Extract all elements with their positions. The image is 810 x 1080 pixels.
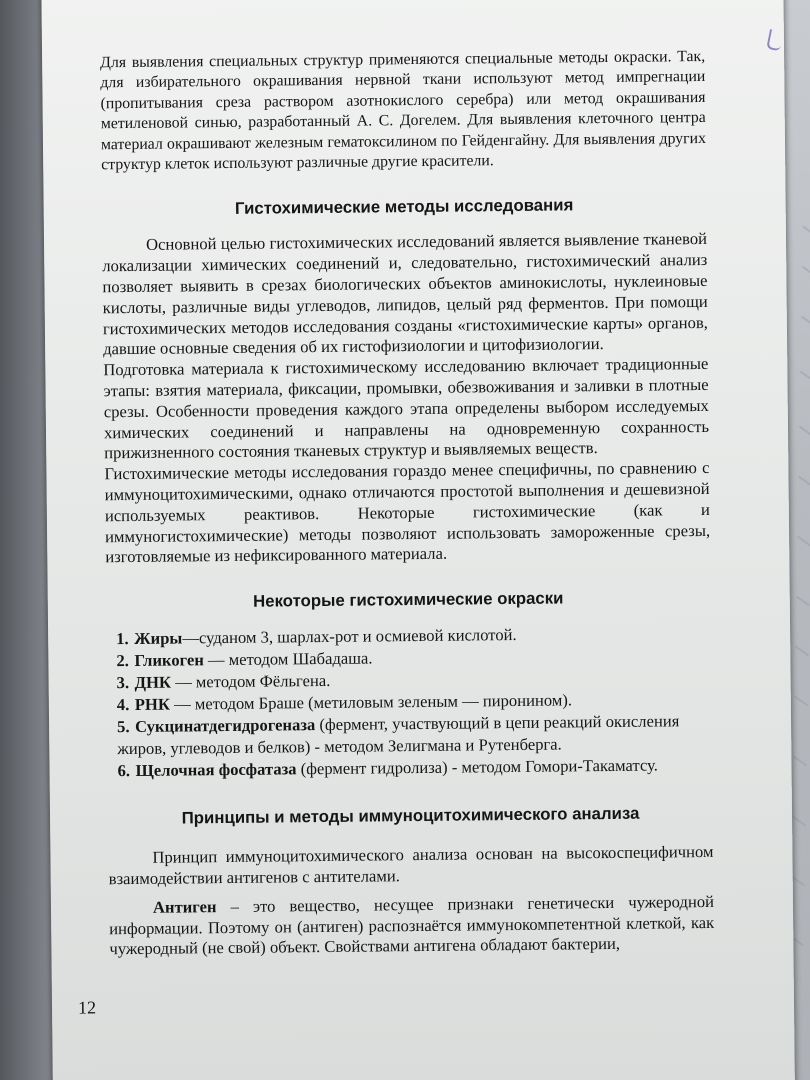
stain-method: —суданом 3, шарлах-рот и осмиевой кислотой. [182,625,517,648]
histochem-paragraph-1: Основной целью гистохимических исследований является выявление тканевой локализации химических соединений и, следовательно, гистохимический анализ позволяет выявить в срезах биологических объектов аминокислоты, нуклеиновые кислоты, различные виды углеводов, липидов, целый ряд ферментов. При помощи гистохимических методов исследования созданы «гистохимические карты» органов, давшие основные сведения об их гистофизиологии и цитофизиологии. [102,229,708,359]
stain-term: ДНК [134,672,172,693]
section-heading-histochemical-stains: Некоторые гистохимические окраски [253,588,564,611]
stain-method: — методом Шабадаша. [203,648,373,670]
list-item: 4. РНК — методом Браше (метиловым зеленым — пиронином). [116,690,573,715]
stain-method: (фермент, участвующий в цепи реакций окисления жиров, углеводов и белков) - методом Зелигмана и Рутенберга. [117,711,680,759]
list-item: 5. Сукцинатдегидрогеназа (фермент, участвующий в цепи реакций окисления жиров, углеводов и белков) - методом Зелигмана и Рутенберга. [116,711,680,759]
antigen-paragraph [109,892,715,961]
book-page [41,0,794,1080]
stain-term: Сукцинатдегидрогеназа [134,715,316,737]
stain-method: (фермент гидролиза) - методом Гомори-Такаматсу. [296,755,658,779]
list-item: 1. Жиры—суданом 3, шарлах-рот и осмиевой кислотой. [116,625,517,649]
stain-term: Гликоген [134,650,204,671]
stain-term: Жиры [134,628,183,649]
section-heading-histochemical-methods: Гистохимические методы исследования [234,195,574,219]
pen-mark-icon [766,29,784,51]
stain-method: — методом Фёльгена. [170,671,331,692]
list-item: 6. Щелочная фосфатаза (фермент гидролиза) - методом Гомори-Такаматсу. [117,755,658,781]
page-content [100,45,714,960]
immuno-paragraph-1: Принцип иммуноцитохимического анализа основан на высокоспецифичном взаимодействии антигенов с антителами. [108,842,714,889]
page-number: 12 [77,997,97,1018]
antigen-term: Антиген [152,896,217,917]
section-heading-immunocytochemical-analysis: Принципы и методы иммуноцитохимического анализа [181,803,640,828]
histochem-paragraph-2: Подготовка материала к гистохимическому исследованию включает традиционные этапы: взятия материала, фиксации, промывки, обезвоживания и заливки в плотные срезы. Особенности проведения каждого этапа определены выбором исследуемых химических соединений и направлены на одновременную сохранность прижизненного состояния тканевых структур и выявляемых веществ. [103,354,710,463]
antigen-definition: – это вещество, несущее признаки генетически чужеродной информации. Поэтому он (антиген) распознаётся иммунокомпетентной клеткой, как чужеродный (не свой) объект. Свойствами антигена обладают бактерии, [109,891,715,959]
stains-list [106,622,713,782]
stain-term: Щелочная фосфатаза [135,759,297,781]
intro-paragraph: Для выявления специальных структур применяются специальные методы окраски. Так, для избирательного окрашивания нервной ткани используют метод импрегнации (пропитывания среза раствором азотнокислого серебра) или метод окрашивания метиленовой синью, разработанный А. С. Догелем. Для выявления клеточного центра материал окрашивают железным гематоксилином по Гейденгайну. Для выявления других структур клеток используют различные другие красители. [100,47,707,174]
histochem-paragraph-3: Гистохимические методы исследования гораздо менее специфичны, по сравнению с иммуноцитохимическими, однако отличаются простотой выполнения и дешевизной используемых реактивов. Некоторые гистохимические (как и иммуногистохимические) методы позволяют использовать замороженные срезы, изготовляемые из нефиксированного материала. [104,458,711,567]
stain-term: РНК [134,694,171,715]
list-item: 2. Гликоген — методом Шабадаша. [116,648,373,671]
list-item: 3. ДНК — методом Фёльгена. [116,671,331,693]
stain-method: — методом Браше (метиловым зеленым — пиронином). [169,690,573,714]
